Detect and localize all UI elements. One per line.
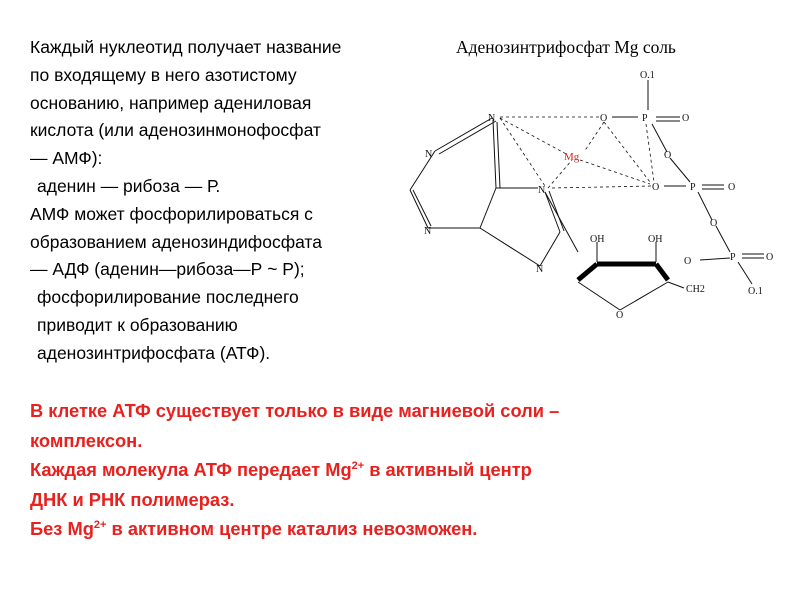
key-point-line: В клетке АТФ существует только в виде магниевой соли – bbox=[30, 400, 560, 421]
description-line: образованием аденозиндифосфата bbox=[30, 231, 322, 252]
atom-label-o: O bbox=[728, 182, 736, 193]
atp-mg-structure-diagram bbox=[400, 60, 790, 330]
atom-label-n: N bbox=[538, 185, 546, 196]
atom-label-n: N bbox=[425, 149, 433, 160]
superscript-charge: 2+ bbox=[93, 518, 107, 531]
atom-label-ch2: CH2 bbox=[686, 284, 705, 295]
atom-label-o: O bbox=[684, 256, 692, 267]
description-line: аденозинтрифосфата (АТФ). bbox=[37, 342, 271, 363]
atom-label-n: N bbox=[488, 113, 496, 124]
description-line: Каждый нуклеотид получает название bbox=[30, 37, 342, 57]
description-line: АМФ может фосфорилироваться с bbox=[30, 203, 313, 224]
atom-label-o: O bbox=[682, 113, 690, 124]
atom-label-o: O bbox=[600, 113, 608, 124]
atom-label-o: O bbox=[664, 150, 672, 161]
description-line: основанию, например адениловая bbox=[30, 92, 312, 113]
key-point-line bbox=[30, 514, 790, 544]
atom-label-o: O bbox=[652, 182, 660, 193]
atom-label-p: P bbox=[690, 182, 696, 193]
description-line: приводит к образованию bbox=[37, 314, 238, 335]
description-line: по входящему в него азотистому bbox=[30, 64, 297, 85]
key-point-line bbox=[30, 455, 790, 485]
superscript-charge: 2+ bbox=[351, 459, 365, 472]
description-line: — АМФ): bbox=[30, 148, 103, 169]
atom-label-oh: OH bbox=[648, 234, 663, 245]
key-points-paragraph bbox=[30, 396, 790, 544]
key-point-text: Каждая молекула АТФ передает Mg bbox=[30, 459, 352, 480]
key-point-line: комплексон. bbox=[30, 429, 143, 451]
atom-label-mg: Mg bbox=[564, 151, 580, 163]
diagram-title: Аденозинтрифосфат Mg соль bbox=[456, 37, 676, 57]
key-point-text: в активном центре катализ невозможен. bbox=[106, 518, 478, 539]
description-line: аденин — рибоза — Р. bbox=[37, 175, 221, 196]
key-point-text: Без Mg bbox=[30, 518, 94, 539]
atom-label-ol: O.1 bbox=[640, 70, 655, 81]
atom-label-oh: OH bbox=[590, 234, 605, 245]
description-line: кислота (или аденозинмонофосфат bbox=[30, 120, 321, 141]
description-paragraph bbox=[30, 34, 433, 368]
atom-label-p: P bbox=[642, 113, 648, 124]
atom-label-o: O bbox=[616, 310, 624, 321]
key-point-text: в активный центр bbox=[364, 459, 532, 480]
atom-label-p: P bbox=[730, 252, 736, 263]
atom-label-o: O bbox=[766, 252, 774, 263]
description-line: фосфорилирование последнего bbox=[37, 287, 299, 308]
atom-label-n: N bbox=[536, 264, 544, 275]
atom-label-o: O bbox=[710, 218, 718, 229]
atom-label-n: N bbox=[424, 226, 432, 237]
key-point-line: ДНК и РНК полимераз. bbox=[30, 488, 235, 510]
atom-label-ol: O.1 bbox=[748, 286, 763, 297]
description-line: — АДФ (аденин—рибоза—Р ~ Р); bbox=[30, 259, 305, 280]
